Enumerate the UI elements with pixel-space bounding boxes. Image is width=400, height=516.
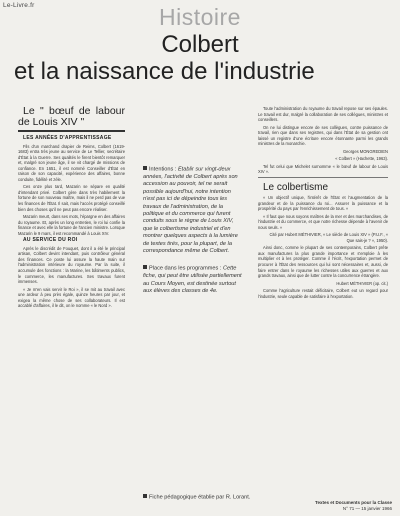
programme-text: Cette fiche, qui peut être utilisée partiellement au Cours Moyen, est destinée surtout aux élèves des classes de 4e. bbox=[143, 265, 242, 295]
page-title-line2: et la naissance de l'industrie bbox=[14, 58, 315, 85]
paragraph: « Il faut que nous soyons maîtres de la mer et des marchandises, de l'industrie et du commerce, et que notre richesse dépende à l'avenir de nous seuls. » bbox=[258, 213, 388, 230]
bullet-square bbox=[143, 166, 147, 170]
paragraph: Fils d'un marchand drapier de Reims, Colbert (1619-1683) entra très jeune au service de Le Tellier, secrétaire d'État à la Guerre. Ses qualités le firent bientôt remarquer et, malgré son jeune âge, il se vit chargé de missions de confiance. En 1651, il est nommé Conseiller d'État en raison de son capacité, expérience des affaires, bonne conduite, fidélité et zèle. bbox=[18, 143, 125, 182]
fiche-pedagogique: Fiche pédagogique établie par R. Lorant. bbox=[143, 494, 253, 502]
intentions-text: Établir sur vingt-deux années, l'activité de Colbert après son accession au pouvoir, tel ne serait possible aujourd'hui, notre intention n'est pas ici de dépeindre tous les travaux de l'administration, de la politique et du commerce qui furent conduits sous le règne de Louis XIV, que le colbertisme industriel et d'en montrer quelques aspects à la lumière de textes tirés, pour la plupart, de la correspondance même de Colbert. bbox=[143, 166, 238, 254]
paragraph: Mazarin meurt, dans ses mots, l'épargne en des affaires du royaume. Et, après un long entretien, le roi lui confie la finance et avec elle la fortune de l'ancien ministre. Lorsque Mazarin le 9 mars, il est recommandé à Louis XIV. bbox=[18, 214, 125, 236]
paragraph: « Un objectif unique, l'intérêt de l'État et l'augmentation de la grandeur et de la puissance du roi... Assurer la puissance et la prospérité du pays par l'enrichissement de tous. » bbox=[258, 195, 388, 212]
subhead-service: AU SERVICE DU ROI bbox=[23, 237, 78, 244]
intentions-block: Intentions : Établir sur vingt-deux années, l'activité de Colbert après son accession au pouvoir, tel ne serait possible aujourd'hui, notre intention n'est pas ici de dépeindre tous les travaux de l'administration, de la politique et du commerce qui furent conduits sous le règne de Louis XIV, que le colbertisme industriel et d'en montrer quelques aspects à la lumière de textes tirés, pour la plupart, de la correspondance même de Colbert. bbox=[143, 166, 238, 254]
paragraph: Ainsi donc, comme le plupart de ses contemporains, Colbert prête aux manufactures la plus grande importance et s'emploie à les multiplier et à les protéger. Comme il l'écrit, l'exportation permet de procurer à l'État des ressources qui lui sont nécessaires et, aussi, de faire entrer dans le royaume les richesses utiles aux guerres et aux grands travaux, ainsi que de lutter contre la concurrence étrangère. bbox=[258, 245, 388, 279]
paragraph: Comme l'agriculture restait déficitaire, Colbert eut un regard pour l'industrie, seule capable de satisfaire à l'exportation. bbox=[258, 288, 388, 299]
paragraph: On ne lui distingue encore de ses collègues, contre puissance de travail, rien que dans ses registres, qui dans l'État de sa gestion ont laissé un registre d'une écriture encore étonnante parmi les grands ministres de la monarchie. bbox=[258, 124, 388, 147]
left-column bbox=[18, 106, 125, 504]
paragraph: Toute l'administration du royaume du travail repose sur ses épaules. Le travail est dur, malgré la collaboration de ses collègues, ministres et conseillers. bbox=[258, 106, 388, 123]
programme-block: Place dans les programmes : Cette fiche, qui peut être utilisée partiellement au Cours Moyen, est destinée surtout aux élèves des classes de 4e. bbox=[143, 265, 242, 295]
publisher-logo: Le-Livre.fr bbox=[3, 2, 35, 9]
box-title: Le colbertisme bbox=[263, 182, 329, 194]
right-column bbox=[258, 106, 388, 491]
author-signature: Georges MONGREDIEN bbox=[342, 148, 388, 154]
subhead-apprentissage: LES ANNÉES D'APPRENTISSAGE bbox=[23, 135, 112, 141]
paragraph: Après le discrédit de Fouquet, dont il a été le principal artisan, Colbert devint intendant, puis contrôleur général des finances. Ce poste lui assure la haute main sur l'administration intérieure du royaume. Par la suite, il accumule des fonctions : la Marine, les bâtiments publics, le commerce, les manufactures. Ses travaux furent immenses. bbox=[18, 245, 125, 285]
paragraph: Tel fut celui que Michelet surnomme « le bœuf de labour de Louis XIV ». bbox=[258, 163, 388, 175]
page-credit: Textes et Documents pour la Classe N° 71 — 15 janvier 1966 bbox=[315, 500, 392, 511]
bullet-square bbox=[143, 494, 147, 498]
author-source: « Colbert » (Hachette, 1963). bbox=[335, 156, 388, 162]
colbertisme-box bbox=[258, 177, 388, 299]
paragraph: Ces onze plus tard, Mazarin se sépare en qualité d'intendant privé. Colbert gère dans très habilement la fortune de son nouveau maître, mais il ne perd pas de vue les finances de l'État. Il sait, mais l'accès protégé conseillé bien des choses qu'il ne peut pas encore réaliser. bbox=[18, 184, 125, 212]
page-title-line1: Colbert bbox=[161, 31, 239, 58]
quote-source: Cité par Hubert MÉTHIVIER, « Le siècle de Louis XIV » (P.U.F., « Que sais-je ? », 1950). bbox=[269, 232, 388, 243]
bullet-square bbox=[143, 265, 147, 269]
section-title: Le " bœuf de labour de Louis XIV " bbox=[18, 106, 125, 128]
section-rule bbox=[18, 130, 125, 132]
middle-column bbox=[143, 166, 243, 466]
paragraph: « Je m'en vais servir le Roi », il se mit au travail avec une ardeur à peu près égale, quinze heures par jour, et exigea la même chose de ses collaborateurs. Il est accablé d'affaires, il le dit, on le nomme « le Nord ». bbox=[18, 286, 125, 309]
quote-source: Hubert MÉTHIVIER (op. cit.) bbox=[336, 280, 388, 286]
section-kicker: Histoire bbox=[159, 4, 241, 30]
